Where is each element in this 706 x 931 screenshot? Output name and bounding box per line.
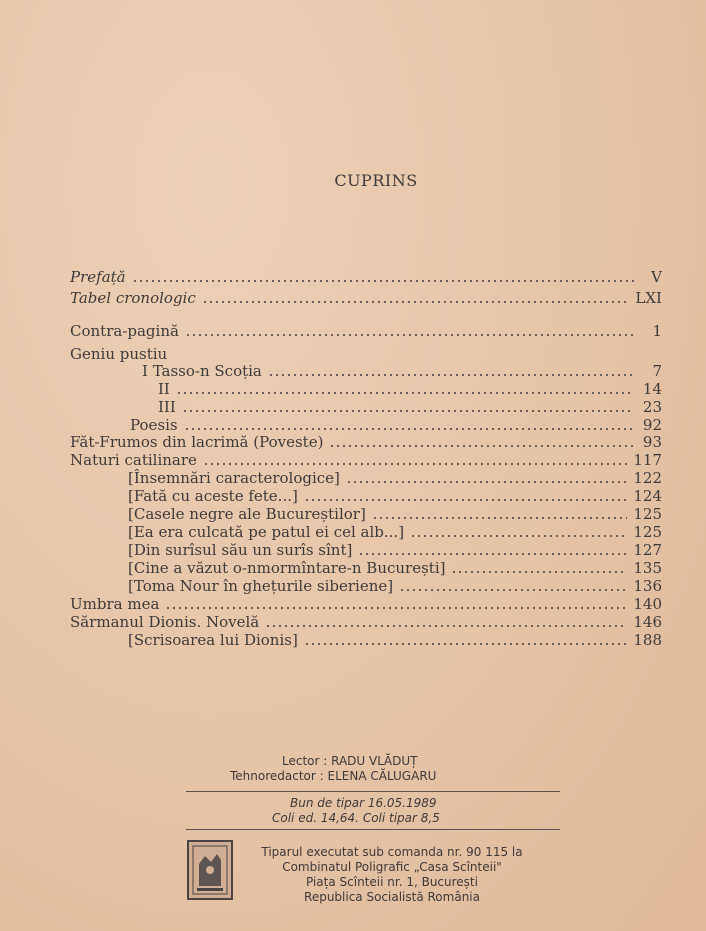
toc-entry-page: 117 <box>633 451 662 469</box>
toc-entry-page: 23 <box>642 398 662 416</box>
toc-entry-page: 1 <box>652 322 662 340</box>
toc-entry-title: [Cine a văzut o-nmormîntare-n București] <box>128 559 446 577</box>
dot-leader <box>304 643 628 645</box>
toc-entry <box>70 595 662 613</box>
toc-entry <box>158 380 662 398</box>
dot-leader <box>184 428 634 430</box>
dot-leader <box>173 357 634 359</box>
dot-leader <box>185 334 634 336</box>
imprint-line-2: Combinatul Poligrafic „Casa Scînteii" <box>282 860 502 874</box>
toc-entry-page: 14 <box>642 380 662 398</box>
tehnoredactor-credit: Tehnoredactor : ELENA CĂLUGARU <box>230 769 437 783</box>
dot-leader <box>202 301 630 303</box>
toc-entry-page: 7 <box>652 362 662 380</box>
toc-entry <box>70 289 662 307</box>
toc-entry <box>70 451 662 469</box>
imprint-line-1: Tiparul executat sub comanda nr. 90 115 la <box>261 845 523 859</box>
toc-entry-title: [Fată cu aceste fete...] <box>128 487 298 505</box>
dot-leader <box>329 445 634 447</box>
toc-entry-page: V <box>651 268 662 286</box>
toc-entry-page: 135 <box>633 559 662 577</box>
divider-top <box>186 791 560 792</box>
toc-entry-title: III <box>158 398 176 416</box>
toc-entry <box>70 345 662 363</box>
dot-leader <box>372 517 628 519</box>
lector-credit: Lector : RADU VLĂDUȚ <box>282 754 418 768</box>
toc-entry-title: II <box>158 380 170 398</box>
toc-entry <box>128 577 662 595</box>
toc-entry <box>70 613 662 631</box>
toc-entry-page: 122 <box>633 469 662 487</box>
divider-bottom <box>186 829 560 830</box>
imprint-line-3: Piața Scînteii nr. 1, București <box>306 875 478 889</box>
toc-entry <box>130 416 662 434</box>
dot-leader <box>358 553 627 555</box>
toc-entry-title: Umbra mea <box>70 595 160 613</box>
toc-entry-page: 188 <box>633 631 662 649</box>
imprint-block <box>242 845 542 905</box>
bun-de-tipar: Bun de tipar 16.05.1989 <box>290 796 437 810</box>
toc-entry <box>128 523 662 541</box>
toc-entry-title: [Toma Nour în ghețurile siberiene] <box>128 577 394 595</box>
toc-entry <box>128 469 662 487</box>
dot-leader <box>203 463 627 465</box>
toc-entry-title: [Din surîsul său un surîs sînt] <box>128 541 353 559</box>
toc-entry-title: Prefață <box>70 268 126 286</box>
toc-entry <box>128 505 662 523</box>
dot-leader <box>304 499 628 501</box>
toc-entry <box>70 268 662 286</box>
toc-entry <box>128 487 662 505</box>
coli-info: Coli ed. 14,64. Coli tipar 8,5 <box>272 811 440 825</box>
toc-entry-title: Contra-pagină <box>70 322 179 340</box>
toc-entry-page: 140 <box>633 595 662 613</box>
toc-entry-page: 136 <box>633 577 662 595</box>
toc-entry <box>70 322 662 340</box>
toc-entry-page: 124 <box>633 487 662 505</box>
toc-entry-page: 127 <box>633 541 662 559</box>
dot-leader <box>265 625 627 627</box>
toc-entry <box>142 362 662 380</box>
printing-house-logo-icon <box>187 840 233 900</box>
toc-entry-title: Tabel cronologic <box>70 289 196 307</box>
toc-entry-title: [Ea era culcată pe patul ei cel alb...] <box>128 523 405 541</box>
toc-entry-page: 93 <box>642 433 662 451</box>
toc-entry-title: Sărmanul Dionis. Novelă <box>70 613 260 631</box>
imprint-line-4: Republica Socialistă România <box>304 890 480 904</box>
toc-entry-title: Geniu pustiu <box>70 345 168 363</box>
toc-entry <box>70 433 662 451</box>
page-title: CUPRINS <box>334 171 418 190</box>
toc-entry-title: [Scrisoarea lui Dionis] <box>128 631 298 649</box>
dot-leader <box>176 392 634 394</box>
toc-entry-title: [Casele negre ale Bucureștilor] <box>128 505 366 523</box>
toc-entry-page: 125 <box>633 523 662 541</box>
toc-entry <box>128 631 662 649</box>
toc-entry-page: 92 <box>642 416 662 434</box>
dot-leader <box>346 481 627 483</box>
toc-entry-title: Naturi catilinare <box>70 451 197 469</box>
toc-entry-page: 125 <box>633 505 662 523</box>
dot-leader <box>132 280 634 282</box>
toc-entry-page: LXI <box>635 289 662 307</box>
toc-entry-title: Făt-Frumos din lacrimă (Poveste) <box>70 433 324 451</box>
dot-leader <box>451 571 627 573</box>
toc-entry-page: 146 <box>633 613 662 631</box>
dot-leader <box>268 374 634 376</box>
dot-leader <box>410 535 627 537</box>
toc-entry-title: Poesis <box>130 416 178 434</box>
toc-entry-title: [Însemnări caracterologice] <box>128 469 340 487</box>
dot-leader <box>399 589 627 591</box>
dot-leader <box>182 410 634 412</box>
toc-entry <box>128 541 662 559</box>
toc-entry-title: I Tasso-n Scoția <box>142 362 262 380</box>
toc-entry <box>128 559 662 577</box>
toc-entry <box>158 398 662 416</box>
dot-leader <box>165 607 627 609</box>
